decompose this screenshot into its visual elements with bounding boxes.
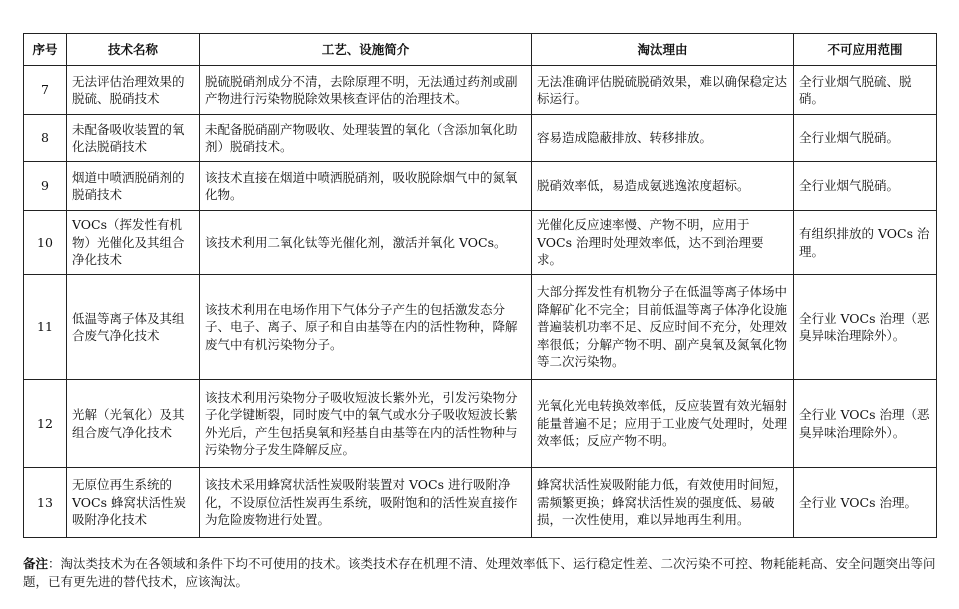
cell-technology-name: 无法评估治理效果的脱硫、脱硝技术	[67, 66, 200, 115]
cell-technology-name: 未配备吸收装置的氧化法脱硝技术	[67, 115, 200, 162]
cell-restricted-scope: 全行业 VOCs 治理（恶臭异味治理除外）。	[794, 380, 937, 468]
cell-restricted-scope: 全行业 VOCs 治理（恶臭异味治理除外）。	[794, 275, 937, 380]
footnote-text: ：淘汰类技术为在各领域和条件下均不可使用的技术。该类技术存在机理不清、处理效率低下、运行稳定性差、二次污染不可控、物耗能耗高、安全问题突出等问题，已有更先进的替代技术，应该淘汰。	[23, 556, 936, 589]
cell-technology-name: 低温等离子体及其组合废气净化技术	[67, 275, 200, 380]
table-row	[24, 211, 937, 275]
cell-number: 10	[24, 211, 67, 275]
cell-number: 11	[24, 275, 67, 380]
cell-technology-name: VOCs（挥发性有机物）光催化及其组合净化技术	[67, 211, 200, 275]
cell-number: 12	[24, 380, 67, 468]
cell-number: 13	[24, 468, 67, 538]
obsolete-technology-table	[23, 33, 937, 538]
cell-elimination-reason: 蜂窝状活性炭吸附能力低，有效使用时间短，需频繁更换；蜂窝状活性炭的强度低、易破损，一次性使用，难以异地再生利用。	[532, 468, 794, 538]
cell-technology-name: 烟道中喷洒脱硝剂的脱硝技术	[67, 162, 200, 211]
cell-process-description: 脱硫脱硝剂成分不清，去除原理不明，无法通过药剂或副产物进行污染物脱除效果核查评估的治理技术。	[200, 66, 532, 115]
header-serial-number: 序号	[24, 34, 67, 66]
cell-restricted-scope: 全行业烟气脱硫、脱硝。	[794, 66, 937, 115]
table-row	[24, 162, 937, 211]
cell-restricted-scope: 有组织排放的 VOCs 治理。	[794, 211, 937, 275]
cell-restricted-scope: 全行业烟气脱硝。	[794, 162, 937, 211]
header-elimination-reason: 淘汰理由	[532, 34, 794, 66]
cell-process-description: 未配备脱硝副产物吸收、处理装置的氧化（含添加氧化助剂）脱硝技术。	[200, 115, 532, 162]
table-footnote	[23, 555, 936, 591]
cell-number: 8	[24, 115, 67, 162]
cell-technology-name: 无原位再生系统的 VOCs 蜂窝状活性炭吸附净化技术	[67, 468, 200, 538]
header-process-description: 工艺、设施简介	[200, 34, 532, 66]
cell-restricted-scope: 全行业烟气脱硝。	[794, 115, 937, 162]
cell-elimination-reason: 容易造成隐蔽排放、转移排放。	[532, 115, 794, 162]
cell-process-description: 该技术利用二氧化钛等光催化剂，激活并氧化 VOCs。	[200, 211, 532, 275]
cell-technology-name: 光解（光氧化）及其组合废气净化技术	[67, 380, 200, 468]
cell-elimination-reason: 无法准确评估脱硫脱硝效果，难以确保稳定达标运行。	[532, 66, 794, 115]
cell-process-description: 该技术直接在烟道中喷洒脱硝剂，吸收脱除烟气中的氮氧化物。	[200, 162, 532, 211]
cell-elimination-reason: 光氧化光电转换效率低，反应装置有效光辐射能量普遍不足；应用于工业废气处理时，处理效率低；反应产物不明。	[532, 380, 794, 468]
table-header-row	[24, 34, 937, 66]
cell-elimination-reason: 光催化反应速率慢、产物不明，应用于 VOCs 治理时处理效率低，达不到治理要求。	[532, 211, 794, 275]
table-row	[24, 468, 937, 538]
table-row	[24, 380, 937, 468]
cell-elimination-reason: 大部分挥发性有机物分子在低温等离子体场中降解矿化不完全；目前低温等离子体净化设施普遍装机功率不足、反应时间不充分，处理效率很低；分解产物不明、副产臭氧及氮氧化物等二次污染物。	[532, 275, 794, 380]
cell-process-description: 该技术采用蜂窝状活性炭吸附装置对 VOCs 进行吸附净化，不设原位活性炭再生系统，吸附饱和的活性炭直接作为危险废物进行处置。	[200, 468, 532, 538]
cell-restricted-scope: 全行业 VOCs 治理。	[794, 468, 937, 538]
table-row	[24, 275, 937, 380]
header-technology-name: 技术名称	[67, 34, 200, 66]
cell-process-description: 该技术利用污染物分子吸收短波长紫外光，引发污染物分子化学键断裂，同时废气中的氧气或水分子吸收短波长紫外光后，产生包括臭氧和羟基自由基等在内的活性物种与污染物分子发生降解反应。	[200, 380, 532, 468]
cell-number: 7	[24, 66, 67, 115]
header-restricted-scope: 不可应用范围	[794, 34, 937, 66]
footnote-label: 备注	[23, 556, 49, 571]
cell-elimination-reason: 脱硝效率低，易造成氨逃逸浓度超标。	[532, 162, 794, 211]
table-row	[24, 115, 937, 162]
table-row	[24, 66, 937, 115]
cell-process-description: 该技术利用在电场作用下气体分子产生的包括激发态分子、电子、离子、原子和自由基等在内的活性物种，降解废气中有机污染物分子。	[200, 275, 532, 380]
cell-number: 9	[24, 162, 67, 211]
